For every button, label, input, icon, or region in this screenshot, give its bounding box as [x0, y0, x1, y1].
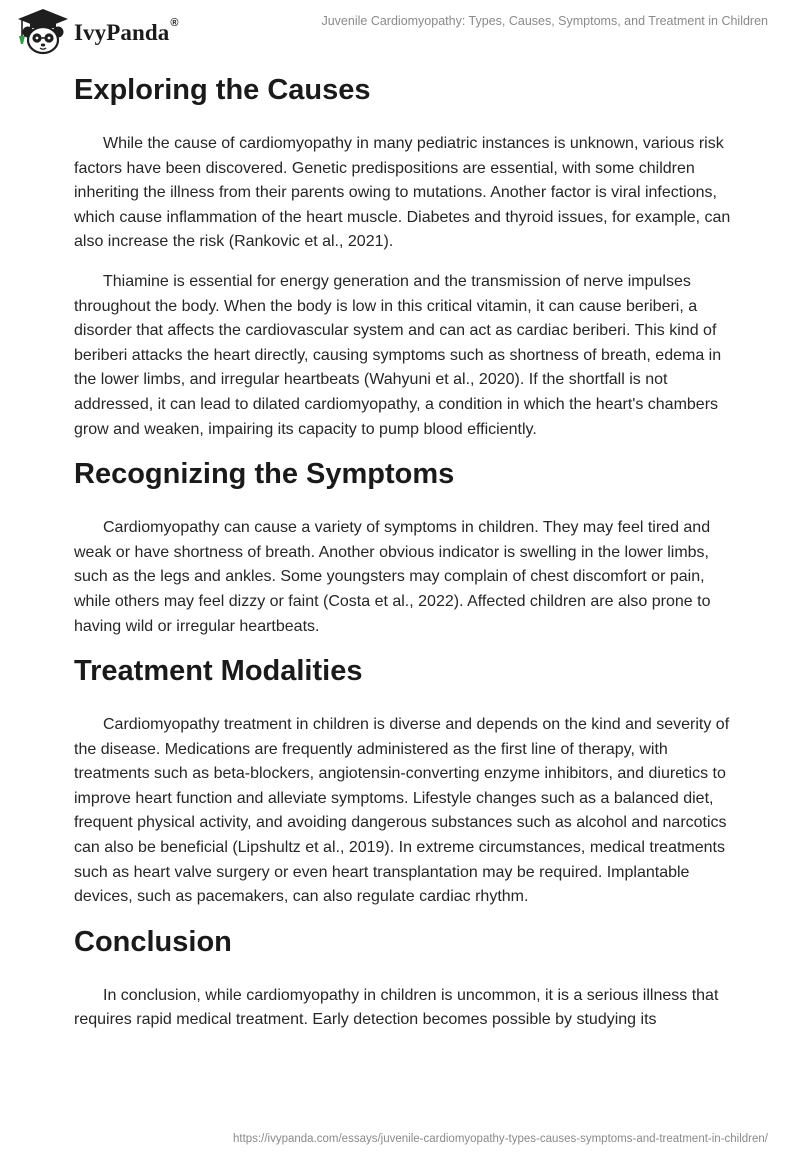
- section-heading-treatment: Treatment Modalities: [74, 655, 363, 688]
- paragraph: Thiamine is essential for energy generation and the transmission of nerve impulses throughout the body. When the body is low in this critical vitamin, it can cause beriberi, a disorder that affects the cardiovascular system and can act as cardiac beriberi. This kind of beriberi attacks the heart directly, causing symptoms such as shortness of breath, edema in the lower limbs, and irregular heartbeats (Wahyuni et al., 2020). If the shortfall is not addressed, it can lead to dilated cardiomyopathy, a condition in which the heart's chambers grow and weaken, impairing its capacity to pump blood efficiently.: [74, 272, 722, 438]
- ivypanda-logo[interactable]: [14, 6, 179, 58]
- panda-graduate-icon: [14, 6, 70, 58]
- registered-mark: ®: [170, 17, 179, 29]
- paragraph: In conclusion, while cardiomyopathy in children is uncommon, it is a serious illness that requires rapid medical treatment. Early detection becomes possible by studying its: [74, 986, 719, 1029]
- section-heading-symptoms: Recognizing the Symptoms: [74, 458, 455, 491]
- essay-body: [74, 70, 734, 1033]
- document-title: Juvenile Cardiomyopathy: Types, Causes, Symptoms, and Treatment in Children: [321, 14, 768, 28]
- paragraph: Cardiomyopathy treatment in children is diverse and depends on the kind and severity of the disease. Medications are frequently administered as the first line of therapy, with treatments such as beta-blockers, angiotensin-converting enzyme inhibitors, and diuretics to improve heart function and alleviate symptoms. Lifestyle changes such as a balanced diet, frequent physical activity, and avoiding dangerous substances such as alcohol and narcotics can also be beneficial (Lipshultz et al., 2019). In extreme circumstances, medical treatments such as heart valve surgery or even heart transplantation may be required. Implantable devices, such as pacemakers, can also regulate cardiac rhythm.: [74, 716, 730, 906]
- source-url[interactable]: https://ivypanda.com/essays/juvenile-cardiomyopathy-types-causes-symptoms-and-treatment-in-children/: [233, 1133, 768, 1145]
- paragraph: Cardiomyopathy can cause a variety of symptoms in children. They may feel tired and weak or have shortness of breath. Another obvious indicator is swelling in the lower limbs, such as the legs and ankles. Some youngsters may complain of chest discomfort or pain, while others may feel dizzy or faint (Costa et al., 2022). Affected children are also prone to having wild or irregular heartbeats.: [74, 519, 711, 635]
- section-heading-causes: Exploring the Causes: [74, 74, 371, 106]
- section-heading-conclusion: Conclusion: [74, 925, 232, 958]
- page-header: [0, 0, 800, 64]
- paragraph: While the cause of cardiomyopathy in many pediatric instances is unknown, various risk factors have been discovered. Genetic predispositions are essential, with some children inheriting the illness from their parents owing to mutations. Another factor is viral infections, which cause inflammation of the heart muscle. Diabetes and thyroid issues, for example, can also increase the risk (Rankovic et al., 2021).: [74, 135, 731, 251]
- logo-wordmark: IvyPanda: [74, 20, 170, 45]
